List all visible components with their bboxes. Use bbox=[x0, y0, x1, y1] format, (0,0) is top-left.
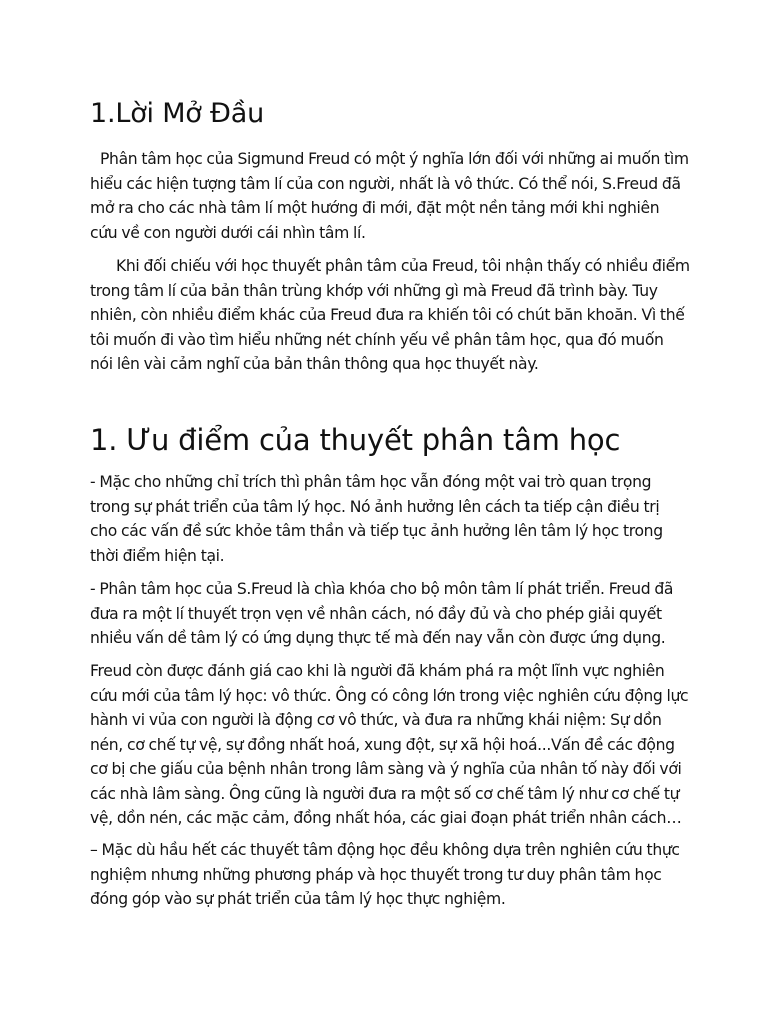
section-paragraph-4: – Mặc dù hầu hết các thuyết tâm động học đều không dựa trên nghiên cứu thực nghiệm nhưng những phương pháp và học thuyết trong tư duy phân tâm học đóng góp vào sự phát triển của tâm lý học thực nghiệm. bbox=[90, 841, 680, 908]
section-paragraph-3: Freud còn được đánh giá cao khi là người đã khám phá ra một lĩnh vực nghiên cứu mới của tâm lý học: vô thức. Ông có công lớn trong việc nghiên cứu động lực hành vi vủa con người là động cơ vô thức, và đưa ra những khái niệm: Sự dồn nén, cơ chế tự vệ, sự đồng nhất hoá, xung đột, sự xã hội hoá...Vấn đề các động cơ bị che giấu của bệnh nhân trong lâm sàng và ý nghĩa của nhân tố này đối với các nhà lâm sàng. Ông cũng là người đưa ra một số cơ chế tâm lý như cơ chế tự vệ, dồn nén, các mặc cảm, đồng nhất hóa, các giai đoạn phát triển nhân cách… bbox=[90, 662, 689, 827]
section-heading: 1. Ưu điểm của thuyết phân tâm học bbox=[90, 423, 621, 457]
intro-paragraph-1: Phân tâm học của Sigmund Freud có một ý nghĩa lớn đối với những ai muốn tìm hiểu các hiện tượng tâm lí của con người, nhất là vô thức. Có thể nói, S.Freud đã mở ra cho các nhà tâm lí một hướng đi mới, đặt một nền tảng mới khi nghiên cứu về con người dưới cái nhìn tâm lí. bbox=[90, 150, 689, 242]
intro-paragraph-2: Khi đối chiếu với học thuyết phân tâm của Freud, tôi nhận thấy có nhiều điểm trong tâm lí của bản thân trùng khớp với những gì mà Freud đã trình bày. Tuy nhiên, còn nhiều điểm khác của Freud đưa ra khiến tôi có chút băn khoăn. Vì thế tôi muốn đi vào tìm hiểu những nét chính yếu về phân tâm học, qua đó muốn nói lên vài cảm nghĩ của bản thân thông qua học thuyết này. bbox=[90, 257, 690, 373]
section-paragraph-1: - Mặc cho những chỉ trích thì phân tâm học vẫn đóng một vai trò quan trọng trong sự phát triển của tâm lý học. Nó ảnh hưởng lên cách ta tiếp cận điều trị cho các vấn đề sức khỏe tâm thần và tiếp tục ảnh hưởng lên tâm lý học trong thời điểm hiện tại. bbox=[90, 473, 663, 565]
section-paragraph-2: - Phân tâm học của S.Freud là chìa khóa cho bộ môn tâm lí phát triển. Freud đã đưa ra một lí thuyết trọn vẹn về nhân cách, nó đầy đủ và cho phép giải quyết nhiều vấn dề tâm lý có ứng dụng thực tế mà đến nay vẫn còn được ứng dụng. bbox=[90, 580, 674, 647]
intro-heading: 1.Lời Mở Đầu bbox=[90, 98, 264, 129]
